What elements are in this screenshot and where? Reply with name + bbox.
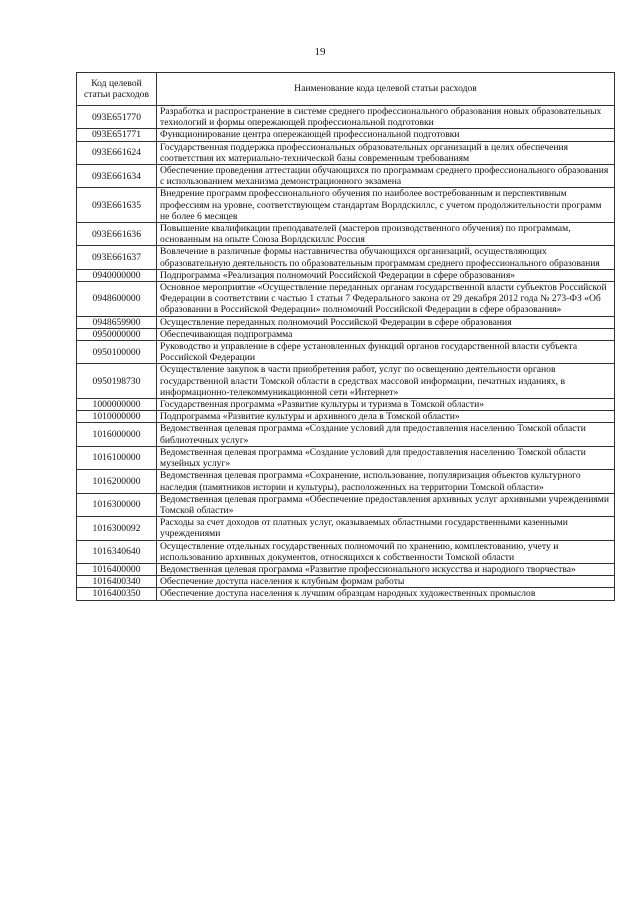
row-code-cell: 0948659900 <box>77 316 157 328</box>
table-row <box>77 341 615 364</box>
row-code-cell: 1016100000 <box>77 446 157 469</box>
table-row <box>77 563 615 575</box>
row-code-cell: 0940000000 <box>77 269 157 281</box>
row-code-cell: 0950198730 <box>77 364 157 399</box>
table-row <box>77 141 615 164</box>
table-row <box>77 588 615 600</box>
table-row <box>77 470 615 493</box>
table-row <box>77 446 615 469</box>
row-name-cell: Ведомственная целевая программа «Сохранение, использование, популяризация объектов культурного наследия (памятников истории и культуры), расположенных на территории Томской области» <box>157 470 615 493</box>
column-header-code: Код целевой статьи расходов <box>77 73 157 106</box>
row-name-cell: Подпрограмма «Развитие культуры и архивного дела в Томской области» <box>157 411 615 423</box>
table-row <box>77 364 615 399</box>
row-name-cell: Ведомственная целевая программа «Создание условий для предоставления населению Томской области музейных услуг» <box>157 446 615 469</box>
row-name-cell: Обеспечивающая подпрограмма <box>157 328 615 340</box>
table-row <box>77 269 615 281</box>
row-name-cell: Обеспечение доступа населения к лучшим образцам народных художественных промыслов <box>157 588 615 600</box>
table-header-row <box>77 73 615 106</box>
table-row <box>77 517 615 540</box>
row-name-cell: Расходы за счет доходов от платных услуг, оказываемых областными государственными казенными учреждениями <box>157 517 615 540</box>
row-name-cell: Государственная программа «Развитие культуры и туризма в Томской области» <box>157 399 615 411</box>
table-row <box>77 223 615 246</box>
row-name-cell: Государственная поддержка профессиональных образовательных организаций в целях обеспечения соответствия их материально-технической базы современным требованиям <box>157 141 615 164</box>
row-name-cell: Обеспечение проведения аттестации обучающихся по программам среднего профессионального образования с использованием механизма демонстрационного экзамена <box>157 165 615 188</box>
row-name-cell: Внедрение программ профессионального обучения по наиболее востребованным и перспективным профессиям на уровне, соответствующем стандартам Ворлдскиллс, с учетом продолжительности программ не более 6 месяцев <box>157 188 615 223</box>
row-name-cell: Разработка и распространение в системе среднего профессионального образования новых образовательных технологий и формы опережающей профессиональной подготовки <box>157 106 615 129</box>
table-body <box>77 106 615 601</box>
table-row <box>77 282 615 317</box>
table-row <box>77 399 615 411</box>
table-row <box>77 423 615 446</box>
page-number: 19 <box>314 46 326 58</box>
budget-codes-table <box>76 72 615 601</box>
row-name-cell: Осуществление отдельных государственных полномочий по хранению, комплектованию, учету и использованию архивных документов, относящихся к собственности Томской области <box>157 540 615 563</box>
row-code-cell: 093E661636 <box>77 223 157 246</box>
row-code-cell: 0950000000 <box>77 328 157 340</box>
row-code-cell: 093E661635 <box>77 188 157 223</box>
row-name-cell: Осуществление закупок в части приобретения работ, услуг по освещению деятельности органов государственной власти Томской области в средствах массовой информации, печатных изданиях, в информационно-телекоммуникационной сети «Интернет» <box>157 364 615 399</box>
row-code-cell: 1016200000 <box>77 470 157 493</box>
table-row <box>77 246 615 269</box>
row-code-cell: 1016300092 <box>77 517 157 540</box>
table-row <box>77 188 615 223</box>
row-code-cell: 0948600000 <box>77 282 157 317</box>
row-code-cell: 0950100000 <box>77 341 157 364</box>
row-code-cell: 093E661624 <box>77 141 157 164</box>
row-code-cell: 093E661634 <box>77 165 157 188</box>
row-name-cell: Функционирование центра опережающей профессиональной подготовки <box>157 129 615 141</box>
table-row <box>77 493 615 516</box>
row-name-cell: Основное мероприятие «Осуществление переданных органам государственной власти субъектов Российской Федерации в соответствии с частью 1 статьи 7 Федерального закона от 29 декабря 2012 года № 273-ФЗ «Об образовании в Российской Федерации» полномочий Российской Федерации в сфере образования» <box>157 282 615 317</box>
row-name-cell: Ведомственная целевая программа «Развитие профессионального искусства и народного творчества» <box>157 563 615 575</box>
column-header-name: Наименование кода целевой статьи расходов <box>157 73 615 106</box>
row-name-cell: Подпрограмма «Реализация полномочий Российской Федерации в сфере образования» <box>157 269 615 281</box>
row-code-cell: 1000000000 <box>77 399 157 411</box>
table-row <box>77 106 615 129</box>
row-code-cell: 1016000000 <box>77 423 157 446</box>
row-code-cell: 093E651770 <box>77 106 157 129</box>
row-code-cell: 1016340640 <box>77 540 157 563</box>
table-row <box>77 316 615 328</box>
row-name-cell: Вовлечение в различные формы наставничества обучающихся организаций, осуществляющих образовательную деятельность по образовательным программам среднего профессионального образования <box>157 246 615 269</box>
table-row <box>77 576 615 588</box>
row-code-cell: 1016400000 <box>77 563 157 575</box>
row-name-cell: Руководство и управление в сфере установленных функций органов государственной власти субъекта Российской Федерации <box>157 341 615 364</box>
row-name-cell: Ведомственная целевая программа «Обеспечение предоставления архивных услуг архивными учреждениями Томской области» <box>157 493 615 516</box>
row-name-cell: Ведомственная целевая программа «Создание условий для предоставления населению Томской области библиотечных услуг» <box>157 423 615 446</box>
row-code-cell: 1016400350 <box>77 588 157 600</box>
row-name-cell: Обеспечение доступа населения к клубным формам работы <box>157 576 615 588</box>
row-name-cell: Осуществление переданных полномочий Российской Федерации в сфере образования <box>157 316 615 328</box>
row-code-cell: 093E651771 <box>77 129 157 141</box>
table-row <box>77 328 615 340</box>
row-code-cell: 093E661637 <box>77 246 157 269</box>
table-row <box>77 540 615 563</box>
row-code-cell: 1010000000 <box>77 411 157 423</box>
row-code-cell: 1016300000 <box>77 493 157 516</box>
row-code-cell: 1016400340 <box>77 576 157 588</box>
table-row <box>77 411 615 423</box>
row-name-cell: Повышение квалификации преподавателей (мастеров производственного обучения) по программам, основанным на опыте Союза Ворлдскиллс Россия <box>157 223 615 246</box>
table-row <box>77 165 615 188</box>
table-row <box>77 129 615 141</box>
